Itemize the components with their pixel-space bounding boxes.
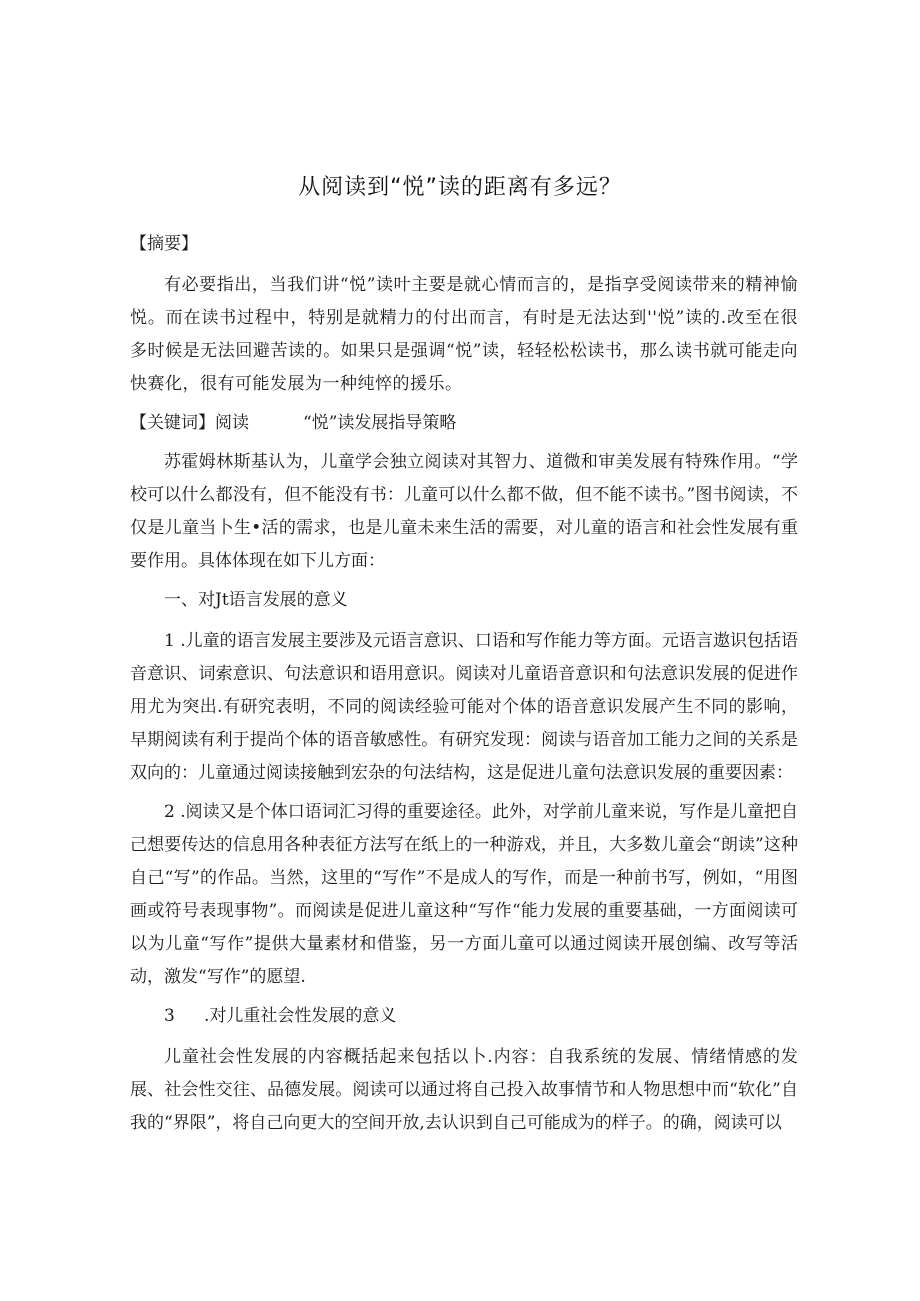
section3-heading-row bbox=[130, 1000, 798, 1033]
keywords-label: 【关键词】阅读 bbox=[130, 413, 249, 433]
section1-heading: 一、对Jt语言发展的意义 bbox=[164, 590, 348, 610]
keywords-gap bbox=[249, 407, 303, 440]
abstract-paragraph: 有必要指出，当我们讲“悦”读叶主要是就心情而言的，是指享受阅读带来的精神愉悦。而在读书过程中，特别是就精力的付出而言，有时是无法达到''悦”读的.改至在很多时候是无法回避苦读的。如果只是强调“悦”读，轻轻松松读书，那么读书就可能走向快赛化，很有可能发展为一种纯悴的援乐。 bbox=[130, 275, 798, 394]
keywords-value: “悦”读发展指导策略 bbox=[303, 413, 457, 433]
section1-paragraph-1: 1 .儿童的语言发展主要涉及元语言意识、口语和写作能力等方面。元语言遨识包括语音意识、词索意识、句法意识和语用意识。阅读对儿童语音意识和句法意识发展的促进作用尤为突出.有研究表明，不同的阅读经验可能对个体的语音意识发展产生不同的影响，早期阅读有利于提尚个体的语音敏感性。有研究发现：阅读与语音加工能力之间的关系是双向的：儿童通过阅读接触到宏杂的句法结构，这是促进儿童句法意识发展的重要因素： bbox=[130, 631, 798, 783]
section3-number: 3 bbox=[164, 1006, 175, 1026]
document-title: 从阅读到“悦”读的距离有多远？ bbox=[298, 175, 622, 200]
section3-heading: .对儿重社会性发展的意义 bbox=[204, 1006, 397, 1026]
keywords-row bbox=[130, 407, 798, 440]
abstract-heading: 【摘要】 bbox=[130, 234, 198, 254]
section1-paragraph-2: 2 .阅读又是个体口语词汇习得的重要途径。此外，对学前儿童来说，写作是儿童把自己想要传达的信息用各种表征方法写在纸上的一种游戏，并且，大多数儿童会“朗读”这种自己“写”的作品。当然，这里的“写作”不是成人的写作，而是一种前书写，例如，“用图画或符号表现事物”。而阅读是促进儿童这种“写作“能力发展的重要基础，一方面阅读可以为儿童“写作”提供大量素材和借鉴，另一方面儿童可以通过阅读开展创编、改写等活动，激发“写作”的愿望. bbox=[130, 802, 798, 987]
document-body bbox=[130, 228, 798, 1146]
intro-paragraph: 苏霍姆林斯基认为，儿童学会独立阅读对其智力、道微和审美发展有特殊作用。“学校可以什么都没有，但不能没有书：儿童可以什么都不做，但不能不读书。”图书阅读，不仅是儿童当卜生•活的需求，也是儿童未来生活的需要，对儿童的语言和社会性发展有重要作用。具体体现在如下儿方面： bbox=[130, 452, 798, 571]
section3-paragraph-1: 儿童社会性发展的内容概括起来包括以卜.内容：自我系统的发展、情绪情感的发展、社会性交往、品德发展。阅读可以通过将自己投入故事情节和人物思想中而“软化”自我的“界限”，将自己向更大的空间开放,去认识到自己可能成为的样子。的确，阅读可以 bbox=[130, 1047, 798, 1133]
